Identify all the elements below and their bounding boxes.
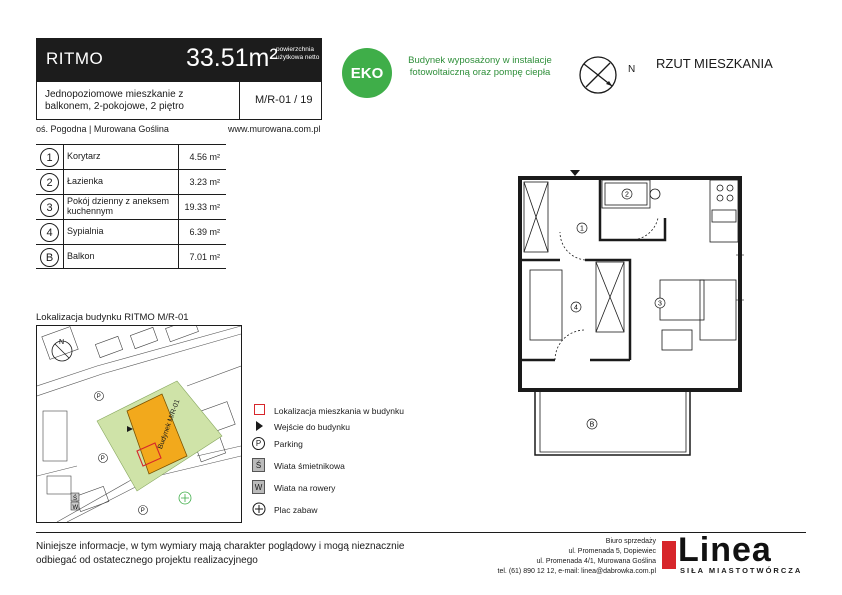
entrance-icon [256,421,263,431]
room-area: 19.33 m² [184,202,220,212]
map-parking-marker: P [96,394,101,400]
room-number: 1 [40,148,59,167]
parking-icon: P [252,437,265,450]
trash-shelter-icon: Ś [252,458,265,472]
legend-label: Wiata na rowery [274,483,336,493]
website-link[interactable]: www.murowana.com.pl [228,124,321,134]
address: oś. Pogodna | Murowana Goślina [36,124,169,134]
disclaimer: Niniejsze informacje, w tym wymiary mają charakter poglądowy i mogą nieznacznie odbiegać od ostatecznego projektu realizacyjnego [36,541,405,566]
room-marker: 3 [658,300,662,308]
compass-icon [578,55,618,95]
room-number: 3 [40,198,59,217]
divider [63,145,64,169]
map-parking-marker: P [140,508,145,514]
logo-tagline: SIŁA MIASTOTWÓRCZA [680,566,803,575]
room-marker: 4 [574,304,578,312]
description-box [36,82,322,120]
table-row [36,169,226,194]
room-number: 4 [40,223,59,242]
room-label: Sypialnia [67,226,104,236]
room-number: B [40,248,59,267]
location-map [36,325,242,523]
room-area: 6.39 m² [189,227,220,237]
eko-text: Budynek wyposażony w instalacje fotowoltaiczną oraz pompę ciepła [408,55,552,78]
table-row [36,244,226,269]
room-area: 7.01 m² [189,252,220,262]
map-parking-marker: P [100,456,105,462]
legend-label: Lokalizacja mieszkania w budynku [274,406,404,416]
playground-icon [252,502,266,516]
divider [178,195,179,219]
divider [178,220,179,244]
divider [63,195,64,219]
room-label: Łazienka [67,176,104,186]
room-label: Pokój dzienny z aneksem kuchennym [67,196,170,216]
logo-mark [662,541,676,569]
room-area: 3.23 m² [189,177,220,187]
site-map [37,326,241,522]
apartment-description: Jednopoziomowe mieszkanie z balkonem, 2-pokojowe, 2 piętro [45,89,184,112]
office-title: Biuro sprzedaży [605,538,656,545]
sales-office [440,537,656,577]
logo[interactable]: Linea [678,531,772,569]
divider [63,170,64,194]
map-bikes-marker: W [72,505,79,511]
north-label: N [628,64,636,75]
floor-plan [500,160,760,460]
legend-label: Parking [274,439,303,449]
room-label: Korytarz [67,151,101,161]
header-bar [36,38,322,82]
divider [178,145,179,169]
office-contact: tel. (61) 890 12 12, e-mail: linea@dabrowka.com.pl [497,568,656,575]
apartment-location-icon [254,404,265,415]
location-title: Lokalizacja budynku RITMO M/R-01 [36,312,189,323]
project-name: RITMO [46,49,104,68]
room-number: 2 [40,173,59,192]
apartment-area: 33.51m² [186,44,278,72]
eko-badge: EKO [342,48,392,98]
divider [63,245,64,269]
entrance-arrow-icon [570,170,580,176]
building-label: Budynek M/R-01 [157,398,182,451]
table-row [36,144,226,169]
divider [239,82,240,119]
table-row [36,219,226,244]
apartment-code: M/R-01 / 19 [255,94,313,106]
map-trash-marker: Ś [73,496,78,502]
office-address: ul. Promenada 5, Dopiewiec [568,548,656,555]
rooms-table [36,144,226,269]
legend-label: Plac zabaw [274,505,318,515]
room-label: Balkon [67,251,95,261]
legend-label: Wiata śmietnikowa [274,461,345,471]
divider [63,220,64,244]
room-marker: B [589,421,595,429]
table-row [36,194,226,219]
divider [178,170,179,194]
room-area: 4.56 m² [189,152,220,162]
map-north: N [59,339,65,346]
plan-title: RZUT MIESZKANIA [656,56,773,71]
legend-label: Wejście do budynku [274,422,350,432]
office-address: ul. Promenada 4/1, Murowana Goślina [536,558,656,565]
bike-shelter-icon: W [252,480,265,494]
room-marker: 2 [625,191,629,199]
area-note: powierzchnia użytkowa netto [276,46,320,61]
divider [178,245,179,269]
room-marker: 1 [580,225,584,233]
